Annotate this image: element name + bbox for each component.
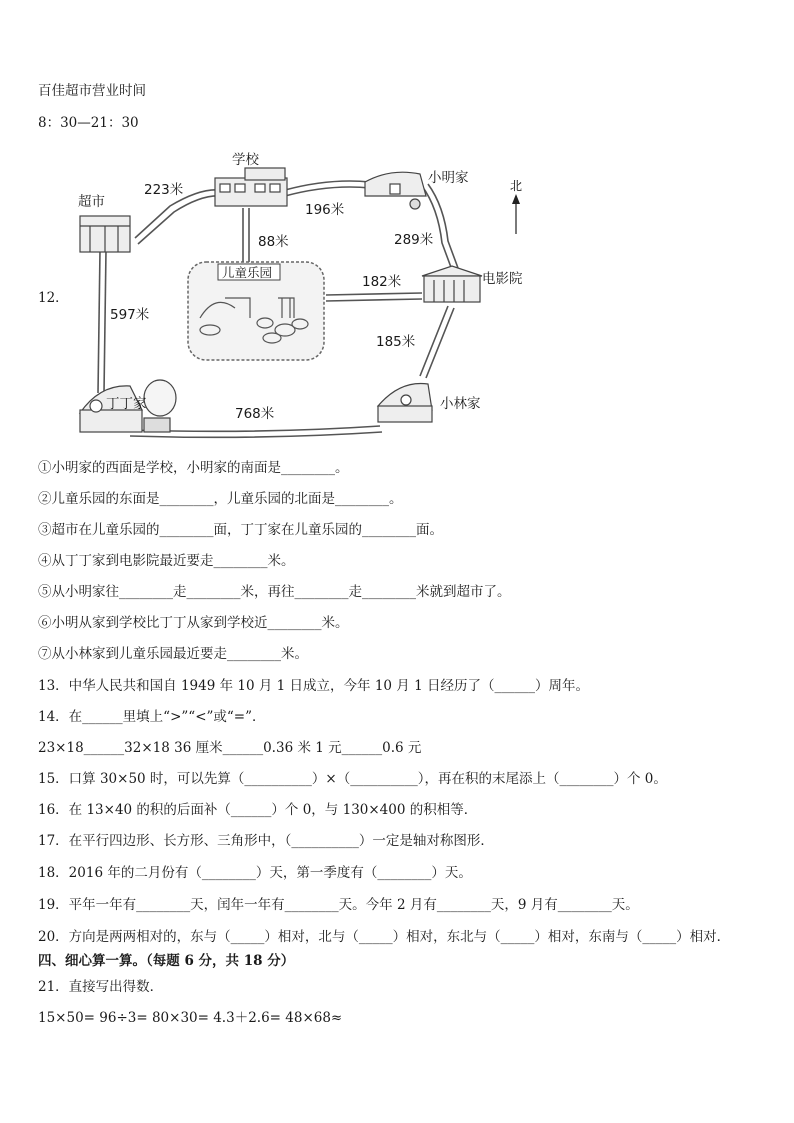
label-school: 学校 bbox=[232, 152, 259, 168]
road-cinema-xiaolin bbox=[420, 306, 448, 376]
question-20: 20．方向是两两相对的，东与（_____）相对，北与（_____）相对，东北与（_____）相对，东南与（_____）相对． bbox=[38, 929, 731, 945]
question-18: 18．2016 年的二月份有（________）天，第一季度有（________）天。 bbox=[38, 865, 472, 881]
xiaoming-house bbox=[365, 172, 426, 209]
label-xiaolin: 小林家 bbox=[440, 396, 481, 412]
distance-school-xiaoming: 196米 bbox=[305, 202, 345, 218]
q12-sub-7: ⑦从小林家到儿童乐园最近要走________米。 bbox=[38, 646, 308, 662]
cinema-building bbox=[422, 266, 482, 302]
question-16: 16．在 13×40 的积的后面补（______）个 0，与 130×400 的积相等． bbox=[38, 802, 478, 818]
q12-sub-2: ②儿童乐园的东面是________，儿童乐园的北面是________。 bbox=[38, 491, 403, 507]
road-supermarket-dingding bbox=[98, 250, 100, 393]
question-17: 17．在平行四边形、长方形、三角形中，（__________）一定是轴对称图形． bbox=[38, 833, 494, 849]
xiaolin-house bbox=[378, 383, 432, 422]
question-15: 15．口算 30×50 时，可以先算（__________）×（__________），再在积的末尾添上（________）个 0。 bbox=[38, 771, 667, 787]
question-14: 14．在______里填上“>”“<”或“=”． bbox=[38, 709, 266, 725]
question-13: 13．中华人民共和国自 1949 年 10 月 1 日成立，今年 10 月 1 日经历了（______）周年。 bbox=[38, 678, 589, 694]
q12-sub-6: ⑥小明从家到学校比丁丁从家到学校近________米。 bbox=[38, 615, 349, 631]
section-4-heading: 四、细心算一算。（每题 6 分，共 18 分） bbox=[38, 953, 295, 969]
distance-supermarket-dingding: 597米 bbox=[110, 307, 150, 323]
distance-school-park: 88米 bbox=[258, 234, 289, 250]
business-hours: 8：30—21：30 bbox=[38, 115, 139, 131]
distance-cinema-xiaolin: 185米 bbox=[376, 334, 416, 350]
school-building bbox=[215, 168, 287, 206]
q12-sub-4: ④从丁丁家到电影院最近要走________米。 bbox=[38, 553, 295, 569]
question-14-row: 23×18______32×18 36 厘米______0.36 米 1 元______0.6 元 bbox=[38, 740, 422, 756]
north-arrow bbox=[508, 178, 528, 238]
label-park: 儿童乐园 bbox=[222, 265, 273, 280]
community-map bbox=[60, 148, 560, 448]
q12-sub-1: ①小明家的西面是学校，小明家的南面是________。 bbox=[38, 460, 349, 476]
distance-supermarket-school: 223米 bbox=[144, 182, 184, 198]
question-21: 21．直接写出得数． bbox=[38, 979, 164, 995]
north-label: 北 bbox=[510, 179, 523, 193]
page-title: 百佳超市营业时间 bbox=[38, 83, 146, 99]
label-cinema: 电影院 bbox=[482, 271, 523, 287]
q12-sub-5: ⑤从小明家往________走________米，再往________走________米就到超市了。 bbox=[38, 584, 511, 600]
question-21-row: 15×50= 96÷3= 80×30= 4.3＋2.6= 48×68≈ bbox=[38, 1010, 343, 1026]
road-park-cinema bbox=[326, 293, 422, 295]
question-12-number: 12． bbox=[38, 290, 69, 306]
distance-xiaoming-cinema: 289米 bbox=[394, 232, 434, 248]
label-supermarket: 超市 bbox=[78, 194, 105, 210]
label-dingding: 丁丁家 bbox=[106, 396, 147, 412]
supermarket-building bbox=[80, 216, 130, 252]
distance-park-cinema: 182米 bbox=[362, 274, 402, 290]
label-xiaoming: 小明家 bbox=[428, 170, 469, 186]
q12-sub-3: ③超市在儿童乐园的________面，丁丁家在儿童乐园的________面。 bbox=[38, 522, 443, 538]
distance-dingding-xiaolin: 768米 bbox=[235, 406, 275, 422]
question-19: 19．平年一年有________天，闰年一年有________天。今年 2 月有________天，9 月有________天。 bbox=[38, 897, 639, 913]
